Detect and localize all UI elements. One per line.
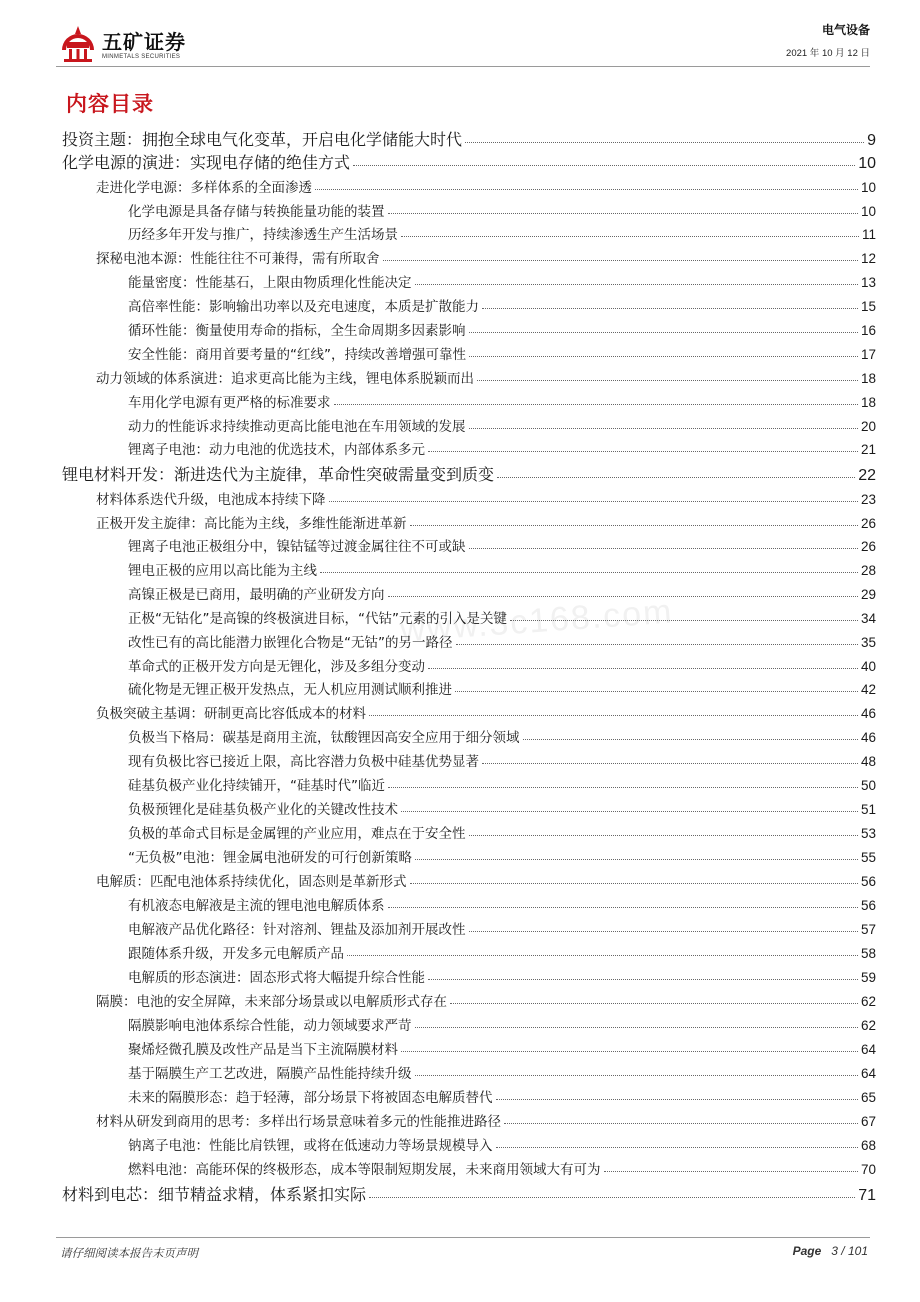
toc-entry-level-3[interactable] [128, 295, 876, 318]
toc-entry-level-1[interactable] [62, 150, 876, 174]
toc-page-number: 71 [858, 1187, 876, 1204]
toc-page-number: 10 [858, 155, 876, 172]
toc-entry-title: 有机液态电解液是主流的锂电池电解质体系 [128, 898, 385, 914]
toc-entry-level-3[interactable] [128, 774, 876, 797]
toc-entry-level-3[interactable] [128, 655, 876, 678]
toc-entry-title: 动力领域的体系演进：追求更高比能为主线，锂电体系脱颖而出 [96, 371, 474, 387]
toc-entry-title: 负极突破主基调：研制更高比容低成本的材料 [96, 706, 366, 722]
toc-entry-level-3[interactable] [128, 1014, 876, 1037]
toc-entry-level-3[interactable] [128, 1158, 876, 1181]
toc-entry-title: 改性已有的高比能潜力嵌锂化合物是“无钴”的另一路径 [128, 635, 453, 651]
toc-entry-level-3[interactable] [128, 438, 876, 461]
toc-entry-level-3[interactable] [128, 822, 876, 845]
toc-dot-leader [428, 978, 858, 980]
toc-dot-leader [510, 619, 858, 621]
toc-entry-title: 革命式的正极开发方向是无锂化，涉及多组分变动 [128, 659, 425, 675]
toc-dot-leader [415, 1026, 858, 1028]
toc-page-number: 59 [860, 970, 876, 985]
toc-page-number: 64 [860, 1042, 876, 1057]
toc-entry-level-3[interactable] [128, 894, 876, 917]
toc-dot-leader [469, 427, 858, 429]
page-header [0, 0, 920, 70]
toc-dot-leader [388, 595, 858, 597]
toc-page-number: 55 [860, 850, 876, 865]
toc-entry-level-3[interactable] [128, 798, 876, 821]
toc-page-number: 46 [860, 706, 876, 721]
toc-entry-title: 现有负极比容已接近上限，高比容潜力负极中硅基优势显著 [128, 754, 479, 770]
toc-page-number: 11 [861, 227, 876, 242]
toc-entry-level-3[interactable] [128, 583, 876, 606]
toc-entry-level-3[interactable] [128, 1134, 876, 1157]
toc-entry-title: 化学电源是具备存储与转换能量功能的装置 [128, 204, 385, 220]
toc-dot-leader [415, 858, 858, 860]
toc-dot-leader [482, 307, 858, 309]
toc-entry-level-3[interactable] [128, 200, 876, 223]
toc-dot-leader [465, 141, 864, 143]
toc-page-number: 18 [860, 395, 876, 410]
toc-page-number: 62 [860, 994, 876, 1009]
toc-dot-leader [496, 1146, 858, 1148]
toc-page-number: 12 [860, 251, 876, 266]
toc-entry-level-3[interactable] [128, 271, 876, 294]
toc-dot-leader [497, 476, 855, 478]
toc-entry-title: 隔膜影响电池体系综合性能，动力领域要求严苛 [128, 1018, 412, 1034]
toc-entry-title: 化学电源的演进：实现电存储的绝佳方式 [62, 153, 351, 172]
footer-page-number [793, 1244, 868, 1258]
toc-entry-title: 锂电材料开发：渐进迭代为主旋律，革命性突破需量变到质变 [62, 465, 495, 484]
toc-entry-level-2[interactable] [96, 870, 876, 893]
toc-entry-level-3[interactable] [128, 966, 876, 989]
toc-entry-title: 投资主题：拥抱全球电气化变革，开启电化学储能大时代 [62, 130, 463, 149]
toc-entry-title: 锂离子电池正极组分中，镍钴锰等过渡金属往往不可或缺 [128, 539, 466, 555]
toc-page-number: 18 [860, 371, 876, 386]
toc-entry-title: 动力的性能诉求持续推动更高比能电池在车用领域的发展 [128, 419, 466, 435]
toc-entry-title: 探秘电池本源：性能往往不可兼得，需有所取舍 [96, 251, 380, 267]
toc-dot-leader [469, 834, 858, 836]
toc-dot-leader [388, 906, 858, 908]
toc-dot-leader [455, 690, 858, 692]
toc-entry-title: 历经多年开发与推广，持续渗透生产生活场景 [128, 227, 398, 243]
toc-dot-leader [504, 1122, 858, 1124]
footer-divider [56, 1237, 870, 1238]
toc-entry-title: 锂离子电池：动力电池的优选技术，内部体系多元 [128, 442, 425, 458]
logo-chinese-name: 五矿证券 [102, 30, 186, 54]
toc-entry-title: 循环性能：衡量使用寿命的指标，全生命周期多因素影响 [128, 323, 466, 339]
toc-dot-leader [415, 1074, 858, 1076]
toc-entry-level-3[interactable] [128, 391, 876, 414]
toc-entry-level-3[interactable] [128, 631, 876, 654]
toc-entry-title: 电解液产品优化路径：针对溶剂、锂盐及添加剂开展改性 [128, 922, 466, 938]
toc-dot-leader [523, 738, 858, 740]
toc-page-number: 67 [860, 1114, 876, 1129]
toc-entry-level-3[interactable] [128, 846, 876, 869]
header-divider [56, 66, 870, 67]
toc-entry-level-2[interactable] [96, 512, 876, 535]
toc-entry-title: 钠离子电池：性能比肩铁锂，或将在低速动力等场景规模导入 [128, 1138, 493, 1154]
toc-entry-level-2[interactable] [96, 990, 876, 1013]
toc-entry-title: “无负极”电池：锂金属电池研发的可行创新策略 [128, 850, 412, 866]
toc-page-number: 46 [860, 730, 876, 745]
toc-page-number: 53 [860, 826, 876, 841]
toc-dot-leader [456, 643, 858, 645]
toc-dot-leader [496, 1098, 858, 1100]
report-date: 2021 年 10 月 12 日 [786, 48, 870, 59]
toc-dot-leader [388, 786, 858, 788]
toc-dot-leader [401, 1050, 858, 1052]
toc-entry-title: 未来的隔膜形态：趋于轻薄，部分场景下将被固态电解质替代 [128, 1090, 493, 1106]
toc-dot-leader [388, 212, 858, 214]
toc-entry-title: 材料到电芯：细节精益求精，体系紧扣实际 [62, 1185, 367, 1204]
toc-title: 内容目录 [66, 92, 154, 116]
toc-page-number: 26 [860, 539, 876, 554]
toc-entry-title: 燃料电池：高能环保的终极形态，成本等限制短期发展，未来商用领域大有可为 [128, 1162, 601, 1178]
toc-entry-level-3[interactable] [128, 678, 876, 701]
toc-dot-leader [604, 1170, 858, 1172]
toc-entry-level-3[interactable] [128, 223, 876, 246]
page-count: 3 / 101 [831, 1244, 868, 1258]
toc-dot-leader [329, 500, 858, 502]
toc-entry-level-3[interactable] [128, 1086, 876, 1109]
toc-entry-title: 高倍率性能：影响输出功率以及充电速度，本质是扩散能力 [128, 299, 479, 315]
toc-entry-title: 电解质：匹配电池体系持续优化，固态则是革新形式 [96, 874, 407, 890]
toc-entry-title: 电解质的形态演进：固态形式将大幅提升综合性能 [128, 970, 425, 986]
toc-dot-leader [469, 547, 858, 549]
toc-dot-leader [477, 379, 858, 381]
toc-dot-leader [334, 403, 858, 405]
toc-dot-leader [369, 1196, 855, 1198]
toc-dot-leader [428, 450, 858, 452]
toc-entry-title: 负极的革命式目标是金属锂的产业应用，难点在于安全性 [128, 826, 466, 842]
toc-page-number: 10 [860, 180, 876, 195]
toc-page-number: 68 [860, 1138, 876, 1153]
footer-disclaimer: 请仔细阅读本报告末页声明 [60, 1246, 198, 1260]
report-section: 电气设备 [821, 23, 870, 37]
toc-entry-level-3[interactable] [128, 607, 876, 630]
toc-dot-leader [347, 954, 858, 956]
toc-page-number: 64 [860, 1066, 876, 1081]
toc-page-number: 20 [860, 419, 876, 434]
toc-entry-level-1[interactable] [62, 127, 876, 151]
toc-entry-title: 车用化学电源有更严格的标准要求 [128, 395, 331, 411]
toc-entry-title: 正极开发主旋律：高比能为主线，多维性能渐进革新 [96, 516, 407, 532]
toc-entry-title: 正极“无钴化”是高镍的终极演进目标，“代钴”元素的引入是关键 [128, 611, 507, 627]
toc-entry-level-3[interactable] [128, 1062, 876, 1085]
toc-entry-title: 跟随体系升级，开发多元电解质产品 [128, 946, 344, 962]
toc-page-number: 42 [860, 682, 876, 697]
toc-entry-level-2[interactable] [96, 367, 876, 390]
toc-entry-level-2[interactable] [96, 176, 876, 199]
toc-entry-level-3[interactable] [128, 415, 876, 438]
toc-entry-title: 材料从研发到商用的思考：多样出行场景意味着多元的性能推进路径 [96, 1114, 501, 1130]
toc-entry-level-3[interactable] [128, 343, 876, 366]
toc-entry-level-1[interactable] [62, 1182, 876, 1206]
toc-dot-leader [353, 164, 855, 166]
toc-dot-leader [320, 571, 858, 573]
toc-page-number: 62 [860, 1018, 876, 1033]
toc-entry-level-3[interactable] [128, 319, 876, 342]
toc-dot-leader [369, 714, 858, 716]
toc-page-number: 22 [858, 467, 876, 484]
toc-page-number: 13 [860, 275, 876, 290]
toc-entry-level-2[interactable] [96, 247, 876, 270]
toc-dot-leader [469, 355, 858, 357]
toc-page-number: 17 [860, 347, 876, 362]
toc-entry-level-3[interactable] [128, 942, 876, 965]
toc-dot-leader [410, 524, 858, 526]
toc-entry-title: 走进化学电源：多样体系的全面渗透 [96, 180, 312, 196]
toc-dot-leader [415, 283, 858, 285]
toc-entry-title: 安全性能：商用首要考量的“红线”，持续改善增强可靠性 [128, 347, 466, 363]
toc-page-number: 50 [860, 778, 876, 793]
toc-page-number: 56 [860, 898, 876, 913]
toc-entry-title: 硅基负极产业化持续铺开，“硅基时代”临近 [128, 778, 385, 794]
page-label: Page [792, 1244, 822, 1258]
toc-entry-level-2[interactable] [96, 1110, 876, 1133]
toc-entry-level-3[interactable] [128, 535, 876, 558]
toc-entry-level-2[interactable] [96, 488, 876, 511]
toc-entry-level-3[interactable] [128, 559, 876, 582]
toc-entry-title: 隔膜：电池的安全屏障，未来部分场景或以电解质形式存在 [96, 994, 447, 1010]
toc-entry-level-3[interactable] [128, 750, 876, 773]
toc-dot-leader [450, 1002, 858, 1004]
toc-entry-level-3[interactable] [128, 1038, 876, 1061]
toc-page-number: 65 [860, 1090, 876, 1105]
toc-page-number: 58 [860, 946, 876, 961]
toc-page-number: 70 [860, 1162, 876, 1177]
toc-dot-leader [401, 235, 859, 237]
company-logo [58, 20, 208, 68]
toc-page-number: 23 [860, 492, 876, 507]
toc-page-number: 35 [860, 635, 876, 650]
toc-entry-title: 高镍正极是已商用，最明确的产业研发方向 [128, 587, 385, 603]
toc-page-number: 15 [860, 299, 876, 314]
toc-page-number: 9 [867, 132, 876, 149]
toc-entry-title: 负极当下格局：碳基是商用主流，钛酸锂因高安全应用于细分领域 [128, 730, 520, 746]
toc-page-number: 51 [860, 802, 876, 817]
toc-dot-leader [482, 762, 858, 764]
toc-page-number: 57 [860, 922, 876, 937]
minmetals-logo-icon [58, 20, 98, 64]
logo-english-name: MINMETALS SECURITIES [102, 54, 181, 60]
toc-dot-leader [315, 188, 858, 190]
toc-page-number: 21 [860, 442, 876, 457]
toc-entry-level-3[interactable] [128, 726, 876, 749]
toc-dot-leader [428, 667, 858, 669]
toc-page-number: 40 [860, 659, 876, 674]
toc-page-number: 26 [860, 516, 876, 531]
toc-entry-title: 材料体系迭代升级，电池成本持续下降 [96, 492, 326, 508]
toc-page-number: 34 [860, 611, 876, 626]
toc-entry-title: 基于隔膜生产工艺改进，隔膜产品性能持续升级 [128, 1066, 412, 1082]
toc-page-number: 28 [860, 563, 876, 578]
toc-entry-title: 锂电正极的应用以高比能为主线 [128, 563, 317, 579]
toc-entry-title: 聚烯烃微孔膜及改性产品是当下主流隔膜材料 [128, 1042, 398, 1058]
toc-entry-level-3[interactable] [128, 918, 876, 941]
toc-page-number: 16 [860, 323, 876, 338]
toc-entry-title: 能量密度：性能基石，上限由物质理化性能决定 [128, 275, 412, 291]
toc-page-number: 56 [860, 874, 876, 889]
toc-page-number: 29 [860, 587, 876, 602]
toc-page-number: 10 [860, 204, 876, 219]
toc-dot-leader [401, 810, 858, 812]
toc-entry-level-2[interactable] [96, 702, 876, 725]
toc-dot-leader [410, 882, 858, 884]
toc-entry-title: 硫化物是无锂正极开发热点，无人机应用测试顺利推进 [128, 682, 452, 698]
watermark: www.3c168.com [398, 592, 675, 650]
toc-page-number: 48 [860, 754, 876, 769]
toc-entry-title: 负极预锂化是硅基负极产业化的关键改性技术 [128, 802, 398, 818]
toc-dot-leader [469, 331, 858, 333]
toc-dot-leader [469, 930, 858, 932]
toc-entry-level-1[interactable] [62, 462, 876, 486]
toc-dot-leader [383, 259, 858, 261]
